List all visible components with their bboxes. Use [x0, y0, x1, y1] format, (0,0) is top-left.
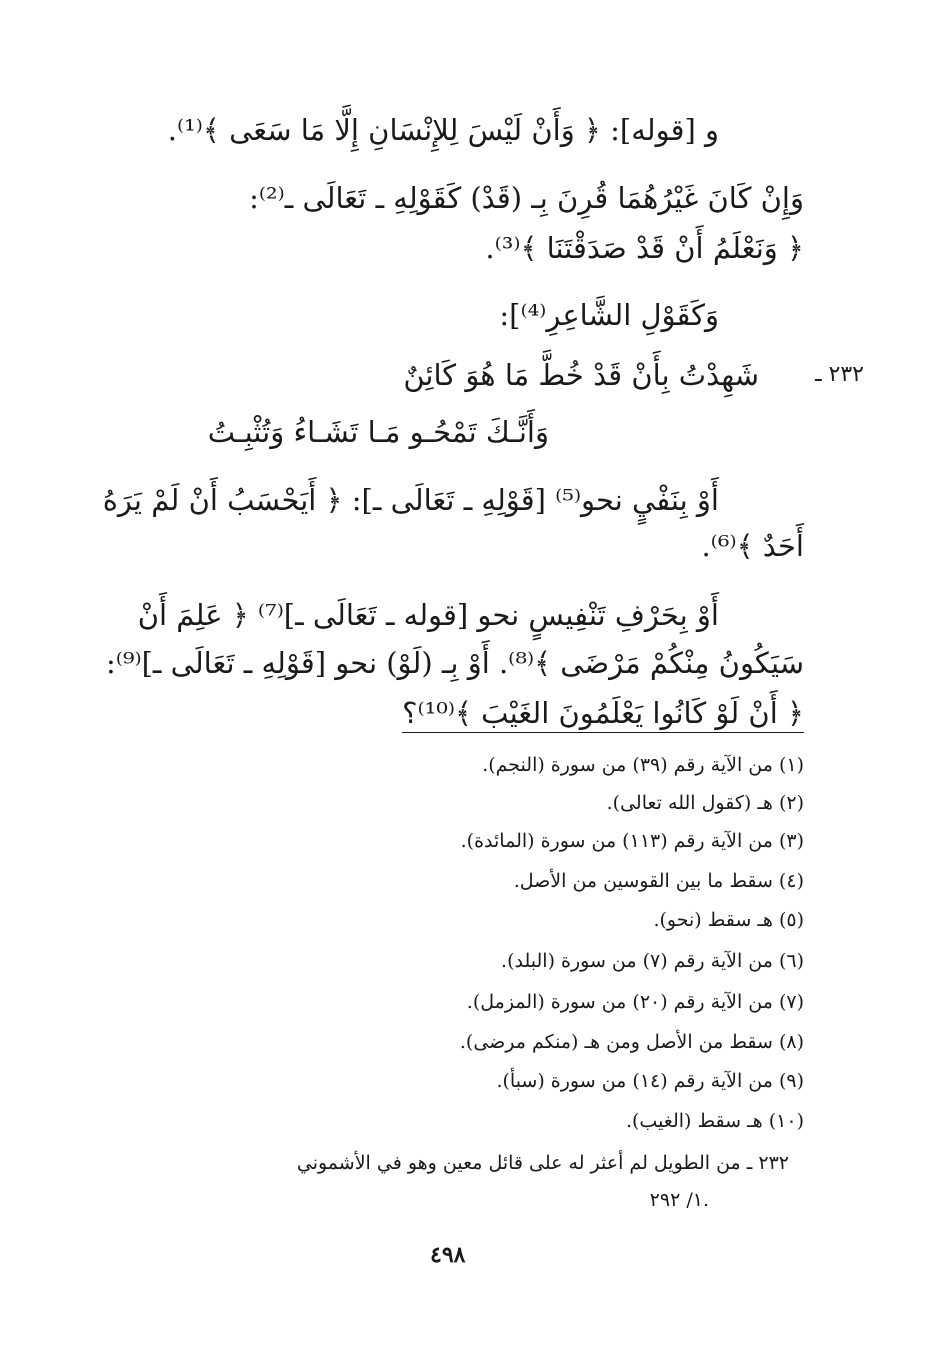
- main-line-2: وَإِنْ كَانَ غَيْرُهُمَا قُرِنَ بِـ (قَدْ) كَقَوْلِهِ ـ تَعَالَى ـ⁽²⁾:: [249, 181, 804, 215]
- footnote-4: (٤) سقط ما بين القوسين من الأصل.: [513, 870, 804, 892]
- para-line-4: سَيَكُونُ مِنْكُمْ مَرْضَى ﴾⁽⁸⁾. أَوْ بِـ (لَوْ) نحو [قَوْلِهِ ـ تَعَالَى ـ]⁽⁹⁾:: [105, 646, 804, 680]
- footnote-7: (٧) من الآية رقم (٢٠) من سورة (المزمل).: [466, 991, 804, 1013]
- para-line-2: أَحَدٌ ﴾⁽⁶⁾.: [701, 529, 804, 563]
- footnote-10: (١٠) هـ سقط (الغيب).: [625, 1110, 804, 1132]
- verse-note-line-2: ١/ ٢٩٢.: [649, 1189, 709, 1211]
- para-line-3: أَوْ بِحَرْفِ تَنْفِيسٍ نحو [قوله ـ تَعَالَى ـ]⁽⁷⁾ ﴿ عَلِمَ أَنْ: [137, 598, 719, 632]
- verse-note-line-1: ٢٣٢ ـ من الطويل لم أعثر له على قائل معين وهو في الأشموني: [296, 1152, 789, 1174]
- main-line-4: وَكَقَوْلِ الشَّاعِرِ⁽⁴⁾]:: [499, 298, 719, 332]
- page-number: ٤٩٨: [430, 1242, 466, 1268]
- footnote-1: (١) من الآية رقم (٣٩) من سورة (النجم).: [482, 754, 804, 776]
- footnote-6: (٦) من الآية رقم (٧) من سورة (البلد).: [501, 950, 804, 972]
- footnote-9: (٩) من الآية رقم (١٤) من سورة (سبأ).: [496, 1070, 804, 1092]
- quran-quote-underlined: ﴿ أَنْ لَوْ كَانُوا يَعْلَمُونَ الغَيْبَ ﴾⁽¹⁰⁾؟: [402, 696, 804, 733]
- verse-line-1: شَهِدْتُ بِأَنْ قَدْ خُطَّ مَا هُوَ كَائِنٌ: [403, 358, 759, 392]
- footnote-3: (٣) من الآية رقم (١١٣) من سورة (المائدة).: [460, 830, 804, 852]
- main-line-3: ﴿ وَنَعْلَمُ أَنْ قَدْ صَدَقْتَنَا ﴾⁽³⁾.: [485, 231, 804, 265]
- para-line-5: [402, 693, 804, 733]
- main-line-1: و [قوله]: ﴿ وَأَنْ لَيْسَ لِلإِنْسَانِ إِلَّا مَا سَعَى ﴾⁽¹⁾.: [167, 113, 719, 147]
- footnote-2: (٢) هـ (كقول الله تعالى).: [606, 792, 804, 814]
- footnote-8: (٨) سقط من الأصل ومن هـ (منكم مرضى).: [459, 1031, 804, 1053]
- para-line-1: أَوْ بِنَفْيٍ نحو⁽⁵⁾ [قَوْلِهِ ـ تَعَالَى ـ]: ﴿ أَيَحْسَبُ أَنْ لَمْ يَرَهُ: [102, 483, 719, 517]
- footnote-5: (٥) هـ سقط (نحو).: [653, 909, 804, 931]
- verse-number: ٢٣٢ ـ: [815, 362, 864, 387]
- verse-line-2: وَأَنَّـكَ تَمْحُـو مَـا تَشَـاءُ وَتُثْبِـتُ: [207, 415, 549, 449]
